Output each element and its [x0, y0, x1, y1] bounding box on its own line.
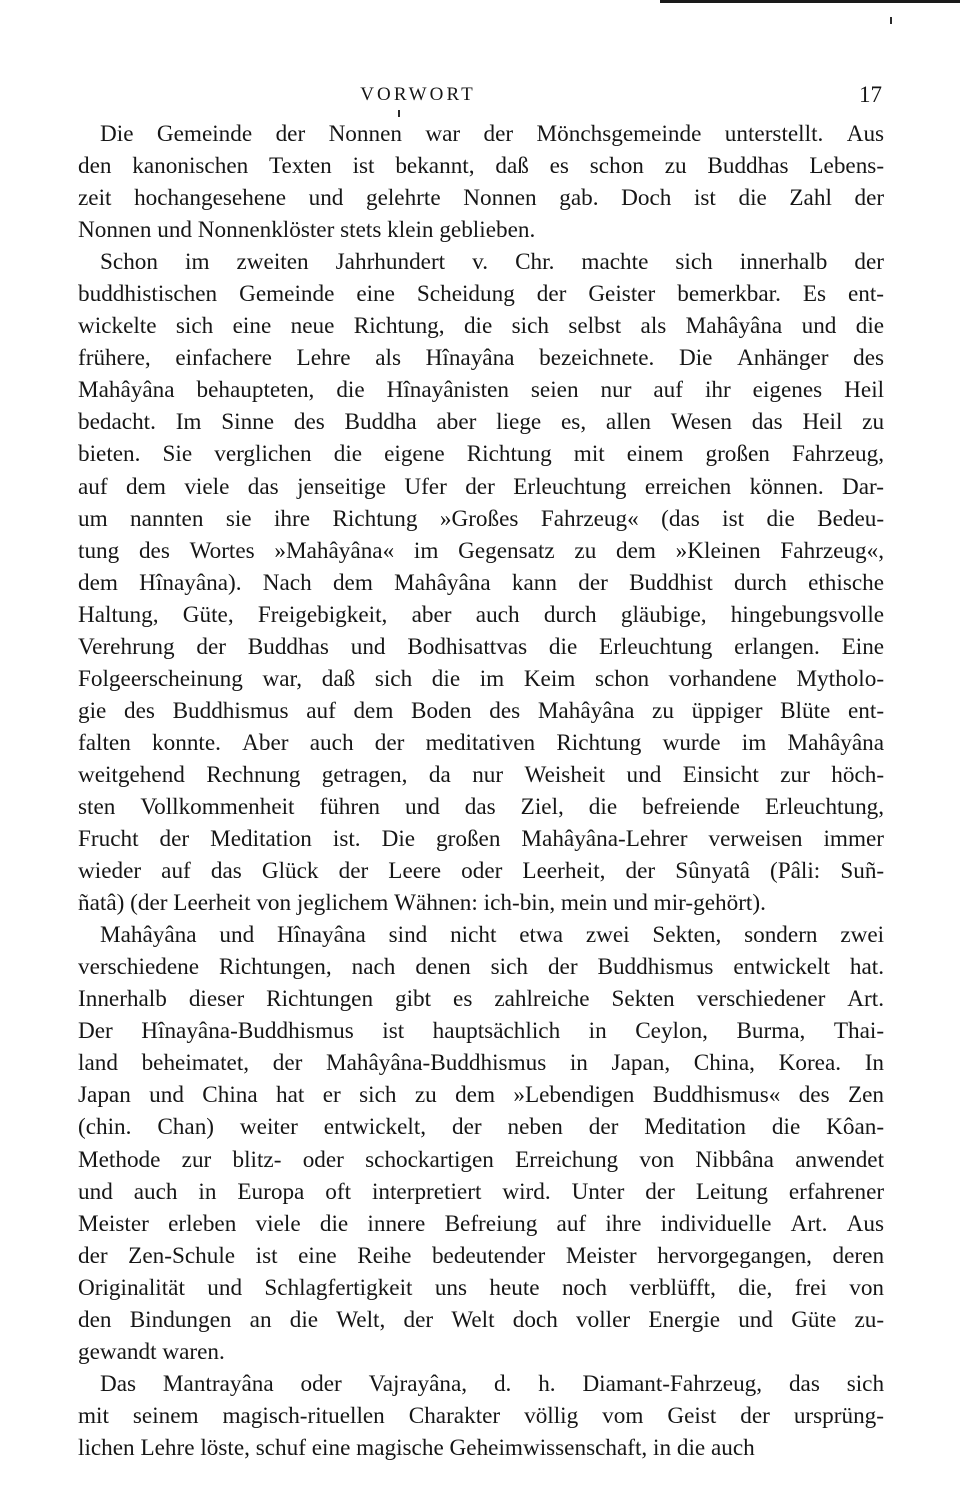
text-line: den kanonischen Texten ist bekannt, daß es schon zu Buddhas Lebens-: [78, 153, 885, 180]
text-line: um nannten sie ihre Richtung »Großes Fahrzeug« (das ist die Bedeu-: [78, 505, 885, 532]
text-line: Meister erleben viele die innere Befreiung auf ihre individuelle Art. Aus: [78, 1210, 884, 1237]
paragraph: [78, 118, 884, 246]
page-number: 17: [859, 82, 882, 107]
text-line: Mahâyâna und Hînayâna sind nicht etwa zwei Sekten, sondern zwei: [100, 922, 885, 949]
text-line: Verehrung der Buddhas und Bodhisattvas die Erleuchtung erlangen. Eine: [78, 633, 885, 660]
text-line: weitgehend Rechnung getragen, da nur Weisheit und Einsicht zur höch-: [78, 761, 885, 788]
text-line: mit seinem magisch-rituellen Charakter völlig vom Geist der ursprüng-: [78, 1402, 884, 1429]
scan-speck-artifact: [890, 17, 892, 24]
text-line: Frucht der Meditation ist. Die großen Mahâyâna-Lehrer verweisen immer: [78, 826, 884, 853]
text-line: Haltung, Güte, Freigebigkeit, aber auch durch gläubige, hingebungsvolle: [78, 601, 885, 628]
text-line: verschiedene Richtungen, nach denen sich der Buddhismus entwickelt hat.: [78, 954, 885, 981]
text-line: bedacht. Im Sinne des Buddha aber liege es, allen Wesen das Heil zu: [78, 409, 885, 436]
paragraph: [78, 1368, 884, 1464]
text-line: (chin. Chan) weiter entwickelt, der neben der Meditation die Kôan-: [78, 1114, 885, 1141]
text-line: Originalität und Schlagfertigkeit uns heute noch verblüfft, die, frei von: [78, 1274, 884, 1301]
text-line: land beheimatet, der Mahâyâna-Buddhismus in Japan, China, Korea. In: [78, 1050, 885, 1077]
text-line: und auch in Europa oft interpretiert wird. Unter der Leitung erfahrener: [78, 1178, 885, 1205]
text-line: dem Hînayâna). Nach dem Mahâyâna kann der Buddhist durch ethische: [78, 569, 885, 596]
text-line: zeit hochangesehene und gelehrte Nonnen gab. Doch ist die Zahl der: [78, 185, 885, 212]
text-line: auf dem viele das jenseitige Ufer der Erleuchtung erreichen können. Dar-: [78, 473, 885, 500]
scan-edge-artifact: [660, 0, 960, 3]
text-line: lichen Lehre löste, schuf eine magische Geheimwissenschaft, in die auch: [78, 1434, 755, 1461]
running-head: [78, 84, 882, 110]
text-line: sten Vollkommenheit führen und das Ziel, die befreiende Erleuchtung,: [78, 793, 885, 820]
text-line: Schon im zweiten Jahrhundert v. Chr. machte sich innerhalb der: [100, 249, 885, 276]
text-line: falten konnte. Aber auch der meditativen Richtung wurde im Mahâyâna: [78, 729, 885, 756]
text-line: gewandt waren.: [78, 1338, 225, 1365]
text-line: buddhistischen Gemeinde eine Scheidung der Geister bemerkbar. Es ent-: [78, 281, 885, 308]
body-text-block: [78, 118, 884, 1464]
text-line: der Zen-Schule ist eine Reihe bedeutender Meister hervorgegangen, deren: [78, 1242, 885, 1269]
text-line: Folgeerscheinung war, daß sich die im Keim schon vorhandene Mytholo-: [78, 665, 885, 692]
text-line: wickelte sich eine neue Richtung, die sich selbst als Mahâyâna und die: [78, 313, 885, 340]
text-line: Japan und China hat er sich zu dem »Lebendigen Buddhismus« des Zen: [78, 1082, 885, 1109]
paragraph: [78, 919, 884, 1368]
text-line: tung des Wortes »Mahâyâna« im Gegensatz zu dem »Kleinen Fahrzeug«,: [78, 537, 885, 564]
text-line: wieder auf das Glück der Leere oder Leerheit, der Sûnyatâ (Pâli: Suñ-: [78, 858, 885, 885]
text-line: Methode zur blitz- oder schockartigen Erreichung von Nibbâna anwendet: [78, 1146, 885, 1173]
text-line: ñatâ) (der Leerheit von jeglichem Wähnen: ich-bin, mein und mir-gehört).: [78, 890, 766, 917]
text-line: Nonnen und Nonnenklöster stets klein geblieben.: [78, 217, 536, 244]
text-line: frühere, einfachere Lehre als Hînayâna bezeichnete. Die Anhänger des: [78, 345, 885, 372]
text-line: Das Mantrayâna oder Vajrayâna, d. h. Diamant-Fahrzeug, das sich: [100, 1370, 885, 1397]
text-line: Innerhalb dieser Richtungen gibt es zahlreiche Sekten verschiedener Art.: [78, 986, 885, 1013]
text-line: bieten. Sie verglichen die eigene Richtung mit einem großen Fahrzeug,: [78, 441, 885, 468]
text-line: den Bindungen an die Welt, der Welt doch voller Energie und Güte zu-: [78, 1306, 885, 1333]
running-head-title: VORWORT: [360, 84, 476, 105]
scan-speck-artifact: [398, 110, 400, 117]
text-line: Mahâyâna behaupteten, die Hînayânisten seien nur auf ihr eigenes Heil: [78, 377, 885, 404]
text-line: gie des Buddhismus auf dem Boden des Mahâyâna zu üppiger Blüte ent-: [78, 697, 885, 724]
text-line: Die Gemeinde der Nonnen war der Mönchsgemeinde unterstellt. Aus: [100, 121, 885, 147]
text-line: Der Hînayâna-Buddhismus ist hauptsächlich in Ceylon, Burma, Thai-: [78, 1018, 885, 1045]
paragraph: [78, 246, 884, 919]
